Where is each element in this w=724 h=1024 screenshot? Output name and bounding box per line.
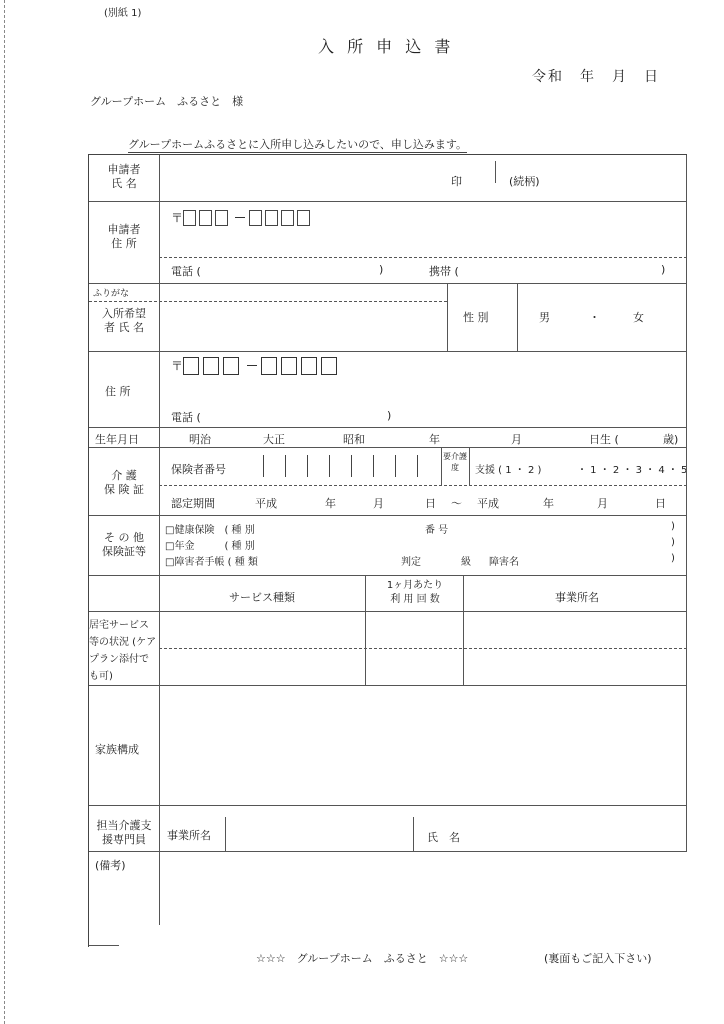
care-level-label: 要介護度 bbox=[443, 452, 467, 472]
applicant-mobile-input[interactable] bbox=[473, 261, 657, 277]
remarks-label: (備考) bbox=[95, 859, 126, 872]
applicant-phone-close: ) bbox=[379, 263, 384, 276]
seal-mark: 印 bbox=[451, 175, 462, 188]
insurer-number-cells[interactable] bbox=[263, 455, 441, 483]
resident-name-input[interactable] bbox=[163, 305, 443, 345]
applicant-phone-label: 電話 ( bbox=[171, 265, 201, 278]
applicant-address-input[interactable] bbox=[163, 227, 683, 255]
support-level[interactable]: 支援 ( 1 ・ 2 ) bbox=[475, 465, 542, 476]
furigana-label: ふりがな bbox=[93, 289, 130, 299]
period-to-day: 日 bbox=[655, 497, 666, 510]
pension-close: ) bbox=[671, 537, 675, 548]
addressee: グループホーム ふるさと 様 bbox=[90, 95, 244, 108]
gender-male[interactable]: 男 bbox=[539, 311, 550, 324]
disability-judgment: 判定 bbox=[401, 557, 421, 568]
period-to-month: 月 bbox=[597, 497, 608, 510]
insurer-number-label: 保険者番号 bbox=[171, 463, 226, 476]
birth-month: 月 bbox=[511, 433, 522, 446]
applicant-name-input[interactable] bbox=[163, 157, 449, 197]
resident-phone-input[interactable] bbox=[209, 407, 383, 423]
resident-name-label: 入所希望 者 氏 名 bbox=[102, 307, 146, 334]
cm-name-label: 氏 名 bbox=[427, 831, 460, 844]
usage-count-input[interactable] bbox=[369, 615, 459, 681]
gender-dot: ・ bbox=[589, 311, 600, 324]
furigana-input[interactable] bbox=[163, 285, 443, 299]
applicant-mobile-label: 携帯 ( bbox=[429, 265, 459, 278]
period-label: 認定期間 bbox=[171, 497, 215, 510]
family-label: 家族構成 bbox=[95, 743, 139, 756]
era-showa[interactable]: 昭和 bbox=[343, 433, 365, 446]
page-edge bbox=[0, 0, 5, 1024]
disability-card-row[interactable]: □障害者手帳 ( 種 類 bbox=[165, 557, 258, 568]
intro-text: グループホームふるさとに入所申し込みしたいので、申し込みます。 bbox=[128, 138, 468, 151]
footer-text: ☆☆☆ グループホーム ふるさと ☆☆☆ bbox=[256, 952, 469, 965]
footer-note: (裏面もご記入下さい) bbox=[544, 952, 652, 965]
cm-office-input[interactable] bbox=[229, 819, 409, 847]
era-meiji[interactable]: 明治 bbox=[189, 433, 211, 446]
other-insurance-label: そ の 他 保険証等 bbox=[102, 531, 146, 558]
resident-phone-close: ) bbox=[387, 409, 392, 422]
care-levels[interactable]: ・ 1 ・ 2 ・ 3 ・ 4 ・ 5 bbox=[577, 465, 688, 476]
health-insurance-close: ) bbox=[671, 521, 675, 532]
gender-label: 性 別 bbox=[463, 311, 489, 324]
cm-name-input[interactable] bbox=[481, 819, 681, 847]
pension-row[interactable]: □年金 ( 種 別 bbox=[165, 541, 255, 552]
period-tilde: ～ bbox=[451, 497, 462, 510]
insurance-label: 介 護 保 険 証 bbox=[104, 469, 144, 496]
service-type-input[interactable] bbox=[163, 615, 361, 681]
postal-mark: 〒 bbox=[171, 359, 184, 373]
usage-count-header: 1ヶ月あたり 利 用 回 数 bbox=[386, 580, 444, 605]
postal-mark: 〒 bbox=[171, 211, 184, 225]
cm-office-label: 事業所名 bbox=[167, 829, 211, 842]
relation-label: (続柄) bbox=[509, 175, 540, 188]
birth-date-label: 生年月日 bbox=[95, 433, 139, 446]
era-taisho[interactable]: 大正 bbox=[263, 433, 285, 446]
page-title: 入 所 申 込 書 bbox=[318, 37, 455, 56]
annex-label: (別紙 1) bbox=[104, 8, 142, 19]
application-form bbox=[88, 154, 687, 947]
period-from-year: 年 bbox=[325, 497, 336, 510]
service-type-header: サービス種類 bbox=[229, 591, 295, 604]
services-label: 居宅サービス等の状況 (ケアプラン添付でも可) bbox=[89, 620, 157, 682]
applicant-mobile-close: ) bbox=[661, 263, 666, 276]
period-to-era: 平成 bbox=[477, 497, 499, 510]
age-label: 歳) bbox=[663, 433, 679, 446]
disability-name: 障害名 bbox=[489, 557, 519, 568]
applicant-address-label: 申請者 住 所 bbox=[107, 223, 141, 250]
resident-phone-label: 電話 ( bbox=[171, 411, 201, 424]
remarks-input[interactable] bbox=[163, 855, 683, 939]
office-name-input[interactable] bbox=[467, 615, 683, 681]
resident-address-input[interactable] bbox=[163, 377, 683, 403]
resident-address-label: 住 所 bbox=[105, 385, 131, 398]
birth-year: 年 bbox=[429, 433, 440, 446]
health-insurance-row[interactable]: □健康保険 ( 種 別 bbox=[165, 525, 255, 536]
period-to-year: 年 bbox=[543, 497, 554, 510]
applicant-postal-code[interactable] bbox=[171, 207, 313, 226]
resident-postal-code[interactable] bbox=[171, 355, 341, 375]
period-from-era: 平成 bbox=[255, 497, 277, 510]
disability-grade: 級 bbox=[461, 557, 471, 568]
applicant-phone-input[interactable] bbox=[209, 261, 375, 277]
date-field[interactable]: 令和 年 月 日 bbox=[532, 69, 660, 85]
birth-day: 日生 ( bbox=[589, 433, 619, 446]
disability-close: ) bbox=[671, 553, 675, 564]
family-input[interactable] bbox=[163, 689, 683, 801]
period-from-month: 月 bbox=[373, 497, 384, 510]
period-from-day: 日 bbox=[425, 497, 436, 510]
care-manager-label: 担当介護支 援専門員 bbox=[96, 819, 152, 846]
office-name-header: 事業所名 bbox=[555, 591, 599, 604]
applicant-name-label: 申請者 氏 名 bbox=[107, 163, 141, 190]
health-insurance-number: 番 号 bbox=[425, 525, 449, 536]
gender-female[interactable]: 女 bbox=[633, 311, 644, 324]
